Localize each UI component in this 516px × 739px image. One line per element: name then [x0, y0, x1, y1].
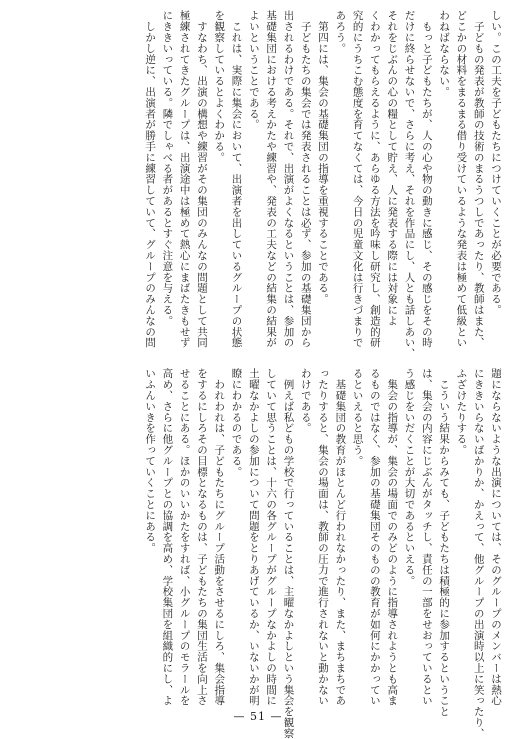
text-line: われわれは、子どもたちにグループ活動をさせるにしろ、集会指導	[213, 368, 226, 706]
text-line: これは、実際に集会において、出演者を出しているグループの状態	[230, 10, 243, 348]
text-line: 土曜なかよしの参加について問題をとりあげているか、いないかが明	[247, 368, 260, 706]
text-line: にききいらないばかりか、かえって、他グループの出演時以上に笑ったり、	[472, 368, 485, 739]
text-line: るものではなく、参加の基礎集団そのものの教育が如何にかかってい	[368, 368, 381, 706]
text-line: 子どもたちの集会では発表されることは必ず、参加の基礎集団から	[299, 10, 312, 348]
text-line: 極練されてきたグループは、出演途中は極めて熱心にまばたきもせず	[178, 10, 191, 348]
text-line: ふざけたりする。	[455, 368, 468, 456]
text-line: していて思うことは、十六の各グループがグループなかよしの時間に	[265, 368, 278, 706]
upper-text-block	[12, 10, 504, 359]
text-line: 高め、さらに他グループとの協調を高め、学校集団を組織的にし、よ	[161, 368, 174, 706]
text-line: を観察しているとよくわかる。	[213, 10, 226, 163]
text-line: 瞭にわかるのである。	[230, 368, 243, 477]
text-line: しかし逆に、出演者が勝手に練習していて、グループのみんなの問	[144, 10, 157, 348]
text-line: は、集会の内容にじぶんがタッチし、責任の一部をせおっているとい	[420, 368, 433, 706]
text-line: しい。この工夫を子どもたちにつけていくことが必要である。	[490, 10, 502, 316]
text-line: 子どもの発表が教師の技術のまるうつしであったり、教師はまた、	[472, 10, 485, 348]
text-line: をするにしろその目標となるものは、子どもたちの集団生活を向上さ	[195, 368, 208, 706]
text-line: 第四には、集会の基礎集団の指導を重視することである。	[317, 10, 330, 305]
text-line: くわかってもらえるように、あらゆる方法を吟味し研究し、創造的研	[368, 10, 381, 348]
text-line: 究的にうちこむ態度を育てなくては、今日の児童文化は行きづまりで	[351, 10, 364, 348]
text-line: 集会の指導が、集会の場面でのみどのように指導されようとも高ま	[386, 368, 399, 706]
page-number: — 51 —	[233, 710, 283, 723]
text-line: それをじぶんの心の糧として貯え、人に発表する際には対象によ	[386, 10, 399, 327]
text-line: 基礎集団の教育がほとんど行われなかったり、また、まちまちであ	[334, 368, 347, 706]
text-line: ったりすると、集会の場面は、教師の圧力で進行されないと動かない	[317, 368, 330, 706]
text-line: せることにある。ほかのいいかたをすれば、小グループのモラールを	[178, 368, 191, 706]
text-line: もっと子どもたちが、人の心や物の動きに感じ、その感じをその時	[420, 10, 433, 348]
text-line: よいということである。	[247, 10, 260, 130]
text-line: わけである。	[299, 368, 312, 434]
text-line: いふんいきを作っていくことにある。	[144, 368, 157, 554]
text-line: 例えば私どもの学校で行っていることは、主曜なかよしという集会を観察	[282, 368, 295, 739]
text-line: 基礎集団における考えかたや練習や、発表の工夫などの結集の結果が	[265, 10, 278, 348]
text-line: わねばならない。	[438, 10, 451, 98]
text-line: るといえると思う。	[351, 368, 364, 467]
text-line: 題にならないような出演については、そのグループのメンバーは熱心	[490, 368, 502, 706]
text-line: 出されるわけである。それで、出演がよくなるということは、参加の	[282, 10, 295, 348]
text-line: どこかの材料をまるまる借り受けているような発表は極めて低級とい	[455, 10, 468, 348]
text-line: あろう。	[334, 10, 347, 54]
text-line: すなわち、出演の構想や練習がその集団のみんなの問題として共同	[195, 10, 208, 348]
text-line: にききいっている。隣でしゃべる者があるとすぐ注意を与える。	[161, 10, 174, 327]
text-line: だけに終らせないで、さらに考え、それを作品にし、人とも話しあい、	[403, 10, 416, 359]
text-line: こういう結果からみても、子どもたちは積極的に参加するということ	[438, 368, 451, 717]
text-line: う感じをいだくことが大切であるといえる。	[403, 368, 416, 586]
